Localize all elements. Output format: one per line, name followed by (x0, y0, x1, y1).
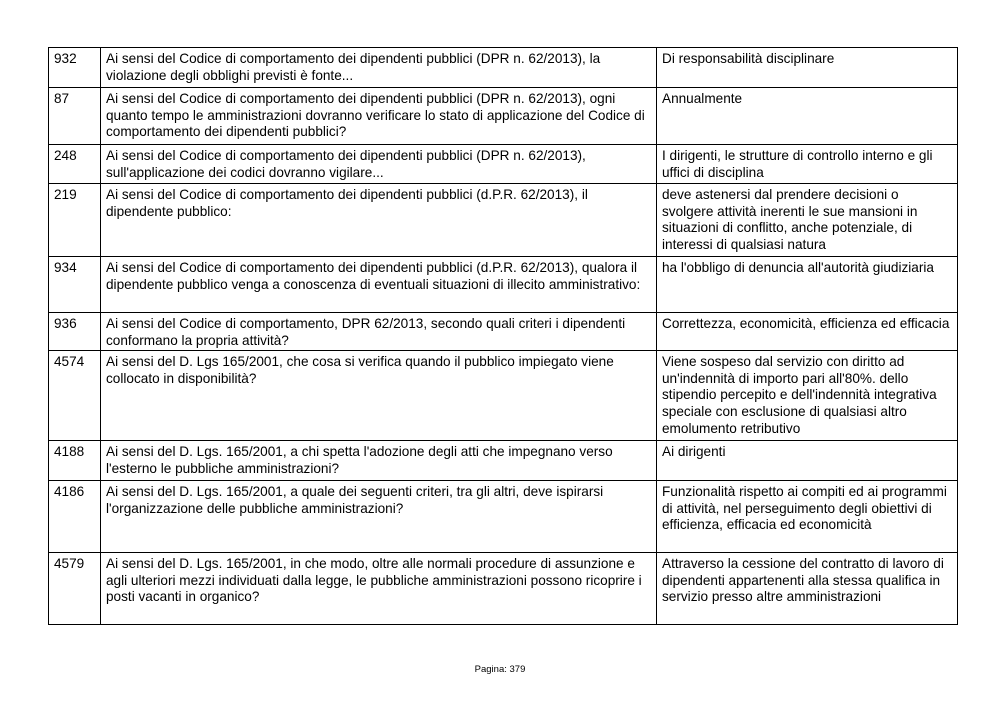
table-row (49, 313, 958, 351)
answer-text: Viene sospeso dal servizio con diritto ad un'indennità di importo pari all'80%. dello stipendio percepito e dell'indennità integrativa speciale con esclusione di qualsiasi altro emolumento retributivo (657, 351, 958, 441)
question-id: 4579 (49, 553, 101, 625)
table-row (49, 184, 958, 257)
answer-text: deve astenersi dal prendere decisioni o svolgere attività inerenti le sue mansioni in situazioni di conflitto, anche potenziale, di interessi di qualsiasi natura (657, 184, 958, 257)
question-text: Ai sensi del Codice di comportamento, DPR 62/2013, secondo quali criteri i dipendenti conformano la propria attività? (101, 313, 657, 351)
question-text: Ai sensi del D. Lgs. 165/2001, a chi spetta l'adozione degli atti che impegnano verso l'esterno le pubbliche amministrazioni? (101, 441, 657, 481)
question-answer-table (48, 47, 958, 625)
question-id: 932 (49, 48, 101, 88)
question-id: 4186 (49, 481, 101, 553)
answer-text: Correttezza, economicità, efficienza ed efficacia (657, 313, 958, 351)
table-row (49, 48, 958, 88)
question-id: 248 (49, 145, 101, 184)
table-row (49, 257, 958, 313)
answer-text: Annualmente (657, 88, 958, 145)
question-text: Ai sensi del D. Lgs 165/2001, che cosa si verifica quando il pubblico impiegato viene collocato in disponibilità? (101, 351, 657, 441)
question-id: 219 (49, 184, 101, 257)
document-page (48, 47, 957, 625)
table-row (49, 351, 958, 441)
table-row (49, 145, 958, 184)
question-text: Ai sensi del Codice di comportamento dei dipendenti pubblici (DPR n. 62/2013), sull'applicazione dei codici dovranno vigilare... (101, 145, 657, 184)
question-id: 4188 (49, 441, 101, 481)
answer-text: ha l'obbligo di denuncia all'autorità giudiziaria (657, 257, 958, 313)
answer-text: Funzionalità rispetto ai compiti ed ai programmi di attività, nel perseguimento degli obiettivi di efficienza, efficacia ed economicità (657, 481, 958, 553)
table-row (49, 481, 958, 553)
page-number: Pagina: 379 (474, 664, 526, 675)
answer-text: Di responsabilità disciplinare (657, 48, 958, 88)
table-row (49, 441, 958, 481)
question-text: Ai sensi del D. Lgs. 165/2001, a quale dei seguenti criteri, tra gli altri, deve ispirarsi l'organizzazione delle pubbliche amministrazioni? (101, 481, 657, 553)
question-id: 936 (49, 313, 101, 351)
question-text: Ai sensi del Codice di comportamento dei dipendenti pubblici (DPR n. 62/2013), ogni quanto tempo le amministrazioni dovranno verificare lo stato di applicazione del Codice di comportamento dei dipendenti pubblici? (101, 88, 657, 145)
question-text: Ai sensi del D. Lgs. 165/2001, in che modo, oltre alle normali procedure di assunzione e agli ulteriori mezzi individuati dalla legge, le pubbliche amministrazioni possono ricoprire i posti vacanti in organico? (101, 553, 657, 625)
question-id: 4574 (49, 351, 101, 441)
answer-text: Ai dirigenti (657, 441, 958, 481)
table-row (49, 88, 958, 145)
question-id: 87 (49, 88, 101, 145)
question-id: 934 (49, 257, 101, 313)
question-text: Ai sensi del Codice di comportamento dei dipendenti pubblici (d.P.R. 62/2013), qualora il dipendente pubblico venga a conoscenza di eventuali situazioni di illecito amministrativo: (101, 257, 657, 313)
question-text: Ai sensi del Codice di comportamento dei dipendenti pubblici (d.P.R. 62/2013), il dipendente pubblico: (101, 184, 657, 257)
question-text: Ai sensi del Codice di comportamento dei dipendenti pubblici (DPR n. 62/2013), la violazione degli obblighi previsti è fonte... (101, 48, 657, 88)
answer-text: Attraverso la cessione del contratto di lavoro di dipendenti appartenenti alla stessa qualifica in servizio presso altre amministrazioni (657, 553, 958, 625)
table-row (49, 553, 958, 625)
answer-text: I dirigenti, le strutture di controllo interno e gli uffici di disciplina (657, 145, 958, 184)
